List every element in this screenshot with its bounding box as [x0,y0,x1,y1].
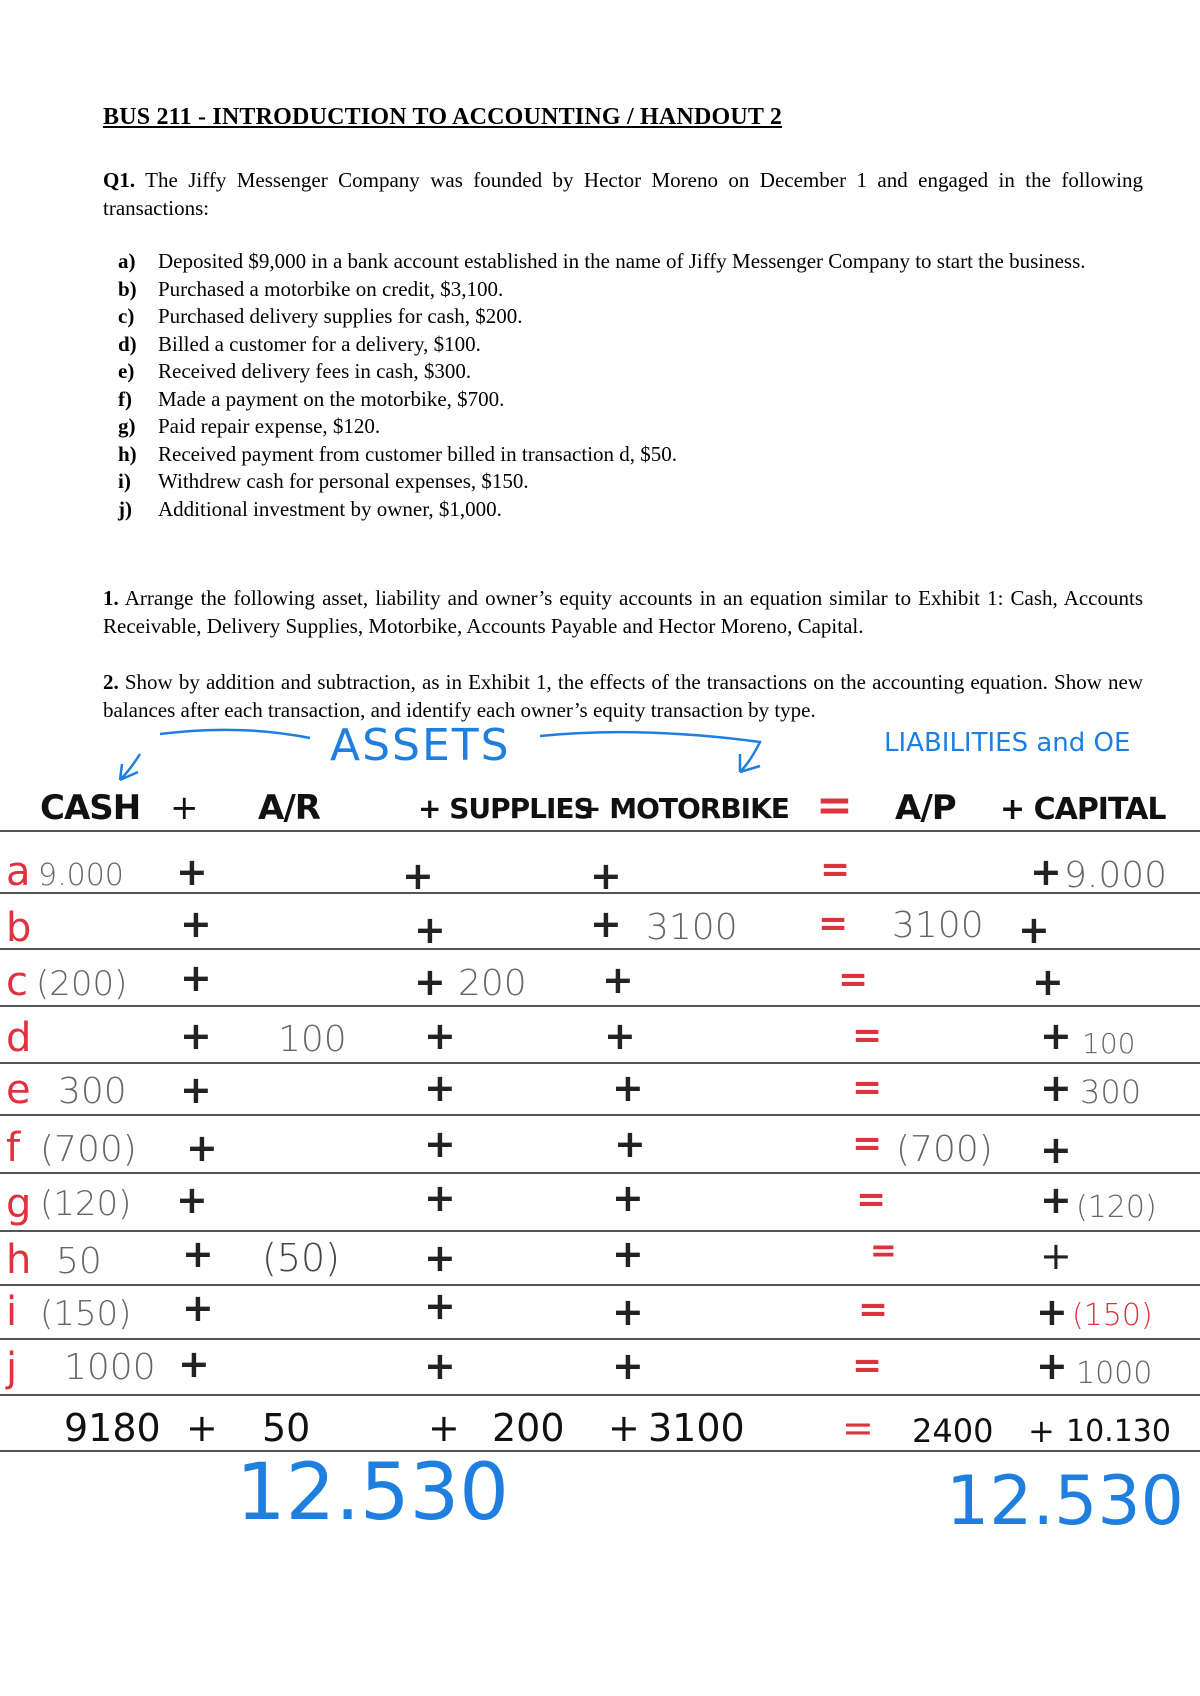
liabilities-annotation: LIABILITIES and OE [884,728,1131,758]
plus-sign: + [590,902,622,946]
row-rule [0,1230,1200,1232]
item-text: Paid repair expense, $120. [158,414,381,438]
capital-cell: 300 [1080,1073,1142,1111]
plus-header: + [170,788,198,828]
item-text: Additional investment by owner, $1,000. [158,496,502,521]
plus-sign: + [602,958,634,1002]
item-letter: d) [118,331,137,356]
cash-cell: (200) [36,964,128,1004]
row-letter: c [6,959,28,1005]
task-text: Arrange the following asset, liability and owner’s equity accounts in an equation similar to Exhibit 1: Cash, Accounts Receivable, Delivery Supplies, Motorbike, Accounts Payable and Hector Moreno, Capital. [103,586,1144,638]
plus-sign: + [1032,960,1064,1004]
equals-sign: = [852,1345,883,1386]
plus-sign: + [176,1178,208,1222]
list-item [118,303,1143,331]
motorbike-cell: 3100 [646,907,738,948]
plus-sign: + [1040,1234,1072,1278]
item-letter: j) [118,496,132,521]
plus-sign: + [612,1066,644,1110]
total-cash: 9180 [64,1406,161,1450]
plus-sign: + [180,956,212,1000]
handout-title: BUS 211 - INTRODUCTION TO ACCOUNTING / HANDOUT 2 [103,104,783,130]
plus-sign: + [414,960,446,1004]
item-text: Billed a customer for a delivery, $100. [158,331,481,356]
item-letter: e) [118,359,135,383]
plus-sign: + [614,1122,646,1166]
equals-sign: = [818,903,849,944]
item-letter: a) [118,249,136,273]
item-letter: h) [118,441,137,466]
item-text: Received delivery fees in cash, $300. [158,359,472,383]
plus-sign: + [1018,908,1050,952]
item-letter: b) [118,276,137,301]
total-capital: 10.130 [1066,1414,1171,1449]
row-letter: g [6,1181,32,1227]
row-letter: a [6,849,31,895]
assets-annotation: ASSETS [330,720,511,771]
question-1 [103,166,1143,222]
list-item [118,468,1143,496]
plus-sign: + [424,1236,456,1280]
plus-sign: + [424,1066,456,1110]
ar-header: A/R [258,788,320,828]
liabilities-oe-grand-total: 12.530 [946,1462,1184,1541]
row-letter: f [6,1125,21,1171]
plus-sign: + [608,1406,640,1450]
plus-sign: + [186,1126,218,1170]
plus-sign: + [402,854,434,898]
cash-cell: 300 [58,1071,127,1112]
equals-sign: = [820,849,851,890]
row-rule [0,1062,1200,1064]
row-letter: h [6,1237,32,1283]
plus-sign: + [178,1342,210,1386]
item-letter: f) [118,386,132,411]
plus-sign: + [182,1286,214,1330]
item-letter: i) [118,469,131,493]
plus-sign: + [612,1176,644,1220]
plus-sign: + [1040,1014,1072,1058]
equals-sign: = [856,1179,887,1220]
task-1 [103,584,1143,640]
task-number: 1. [103,586,119,610]
question-label: Q1. [103,168,136,192]
cash-cell: (120) [40,1184,132,1224]
plus-sign: + [612,1232,644,1276]
item-text: Received payment from customer billed in transaction d, $50. [158,441,678,466]
ar-cell: (50) [262,1236,341,1280]
equals-sign: = [852,1123,883,1164]
header-rule [0,830,1200,832]
capital-cell: 9.000 [1064,855,1168,896]
plus-sign: + [1040,1128,1072,1172]
plus-sign: + [414,908,446,952]
row-rule [0,1284,1200,1286]
task-2 [103,668,1143,724]
total-ap: 2400 [912,1412,994,1450]
plus-sign: + [1040,1066,1072,1110]
plus-sign: + [182,1232,214,1276]
task-number: 2. [103,670,119,694]
plus-sign: + [180,1068,212,1112]
list-item [118,441,1143,469]
capital-cell: (150) [1072,1298,1153,1333]
plus-sign: + [424,1176,456,1220]
plus-sign: + [612,1344,644,1388]
plus-sign: + [1040,1178,1072,1222]
equals-sign: = [858,1289,889,1330]
cash-cell: (150) [40,1294,132,1334]
plus-sign: + [1036,1290,1068,1334]
plus-sign: + [590,854,622,898]
capital-cell: 100 [1082,1027,1136,1060]
plus-sign: + [180,1014,212,1058]
row-letter: j [6,1345,18,1391]
cash-cell: (700) [40,1129,137,1170]
item-text: Withdrew cash for personal expenses, $150. [158,469,529,493]
list-item [118,386,1143,414]
list-item [118,496,1143,524]
list-item [118,248,1143,276]
total-ar: 50 [262,1406,311,1450]
plus-sign: + [424,1284,456,1328]
equals-sign: = [852,1067,883,1108]
capital-cell: (120) [1076,1190,1157,1225]
row-letter: d [6,1015,32,1061]
item-letter: c) [118,304,135,328]
row-letter: b [6,905,32,951]
equals-sign: = [842,1406,874,1450]
capital-header: + CAPITAL [1000,792,1166,827]
plus-sign: + [424,1122,456,1166]
task-text: Show by addition and subtraction, as in Exhibit 1, the effects of the transactions on the accounting equation. Show new balances after each transaction, and identify each owner’s equity transaction by type. [103,670,1143,722]
total-supplies: 200 [492,1406,565,1450]
row-rule [0,1394,1200,1396]
equals-sign: = [838,959,869,1000]
total-motorbike: 3100 [648,1406,745,1450]
row-rule [0,1338,1200,1340]
supplies-cell: 200 [458,963,527,1004]
row-rule [0,1172,1200,1174]
cash-header: CASH [40,788,141,828]
plus-sign: + [604,1014,636,1058]
item-text: Made a payment on the motorbike, $700. [158,386,505,411]
list-item [118,276,1143,304]
ap-cell: (700) [896,1129,993,1170]
plus-sign: + [424,1014,456,1058]
list-item [118,413,1143,441]
supplies-header: + SUPPLIES [418,792,593,825]
plus-sign: + [176,850,208,894]
item-text: Deposited $9,000 in a bank account established in the name of Jiffy Messenger Company to start the business. [158,249,1086,273]
item-letter: g) [118,414,136,438]
totals-rule [0,1450,1200,1452]
ap-header: A/P [895,788,956,828]
motorbike-header: + MOTORBIKE [578,792,789,825]
plus-sign: + [428,1406,460,1450]
plus-sign: + [1028,1412,1055,1450]
transaction-list [118,248,1143,523]
list-item [118,358,1143,386]
plus-sign: + [1036,1344,1068,1388]
cash-cell: 1000 [64,1347,156,1388]
question-text: The Jiffy Messenger Company was founded by Hector Moreno on December 1 and engaged in the following transactions: [103,168,1144,220]
row-rule [0,1114,1200,1116]
row-letter: i [6,1289,18,1335]
list-item [118,331,1143,359]
ar-cell: 100 [278,1019,347,1060]
plus-sign: + [424,1344,456,1388]
equals-header: = [816,780,852,831]
ap-cell: 3100 [892,905,984,946]
equals-sign: = [852,1015,883,1056]
plus-sign: + [612,1290,644,1334]
item-text: Purchased a motorbike on credit, $3,100. [158,276,504,301]
plus-sign: + [1030,850,1062,894]
plus-sign: + [186,1406,218,1450]
assets-grand-total: 12.530 [236,1448,509,1538]
row-rule [0,1005,1200,1007]
capital-cell: 1000 [1076,1356,1153,1391]
plus-sign: + [180,902,212,946]
cash-cell: 9.000 [38,858,124,893]
equals-sign: = [870,1231,897,1269]
row-letter: e [6,1067,31,1113]
cash-cell: 50 [56,1241,102,1282]
item-text: Purchased delivery supplies for cash, $200. [158,304,523,328]
